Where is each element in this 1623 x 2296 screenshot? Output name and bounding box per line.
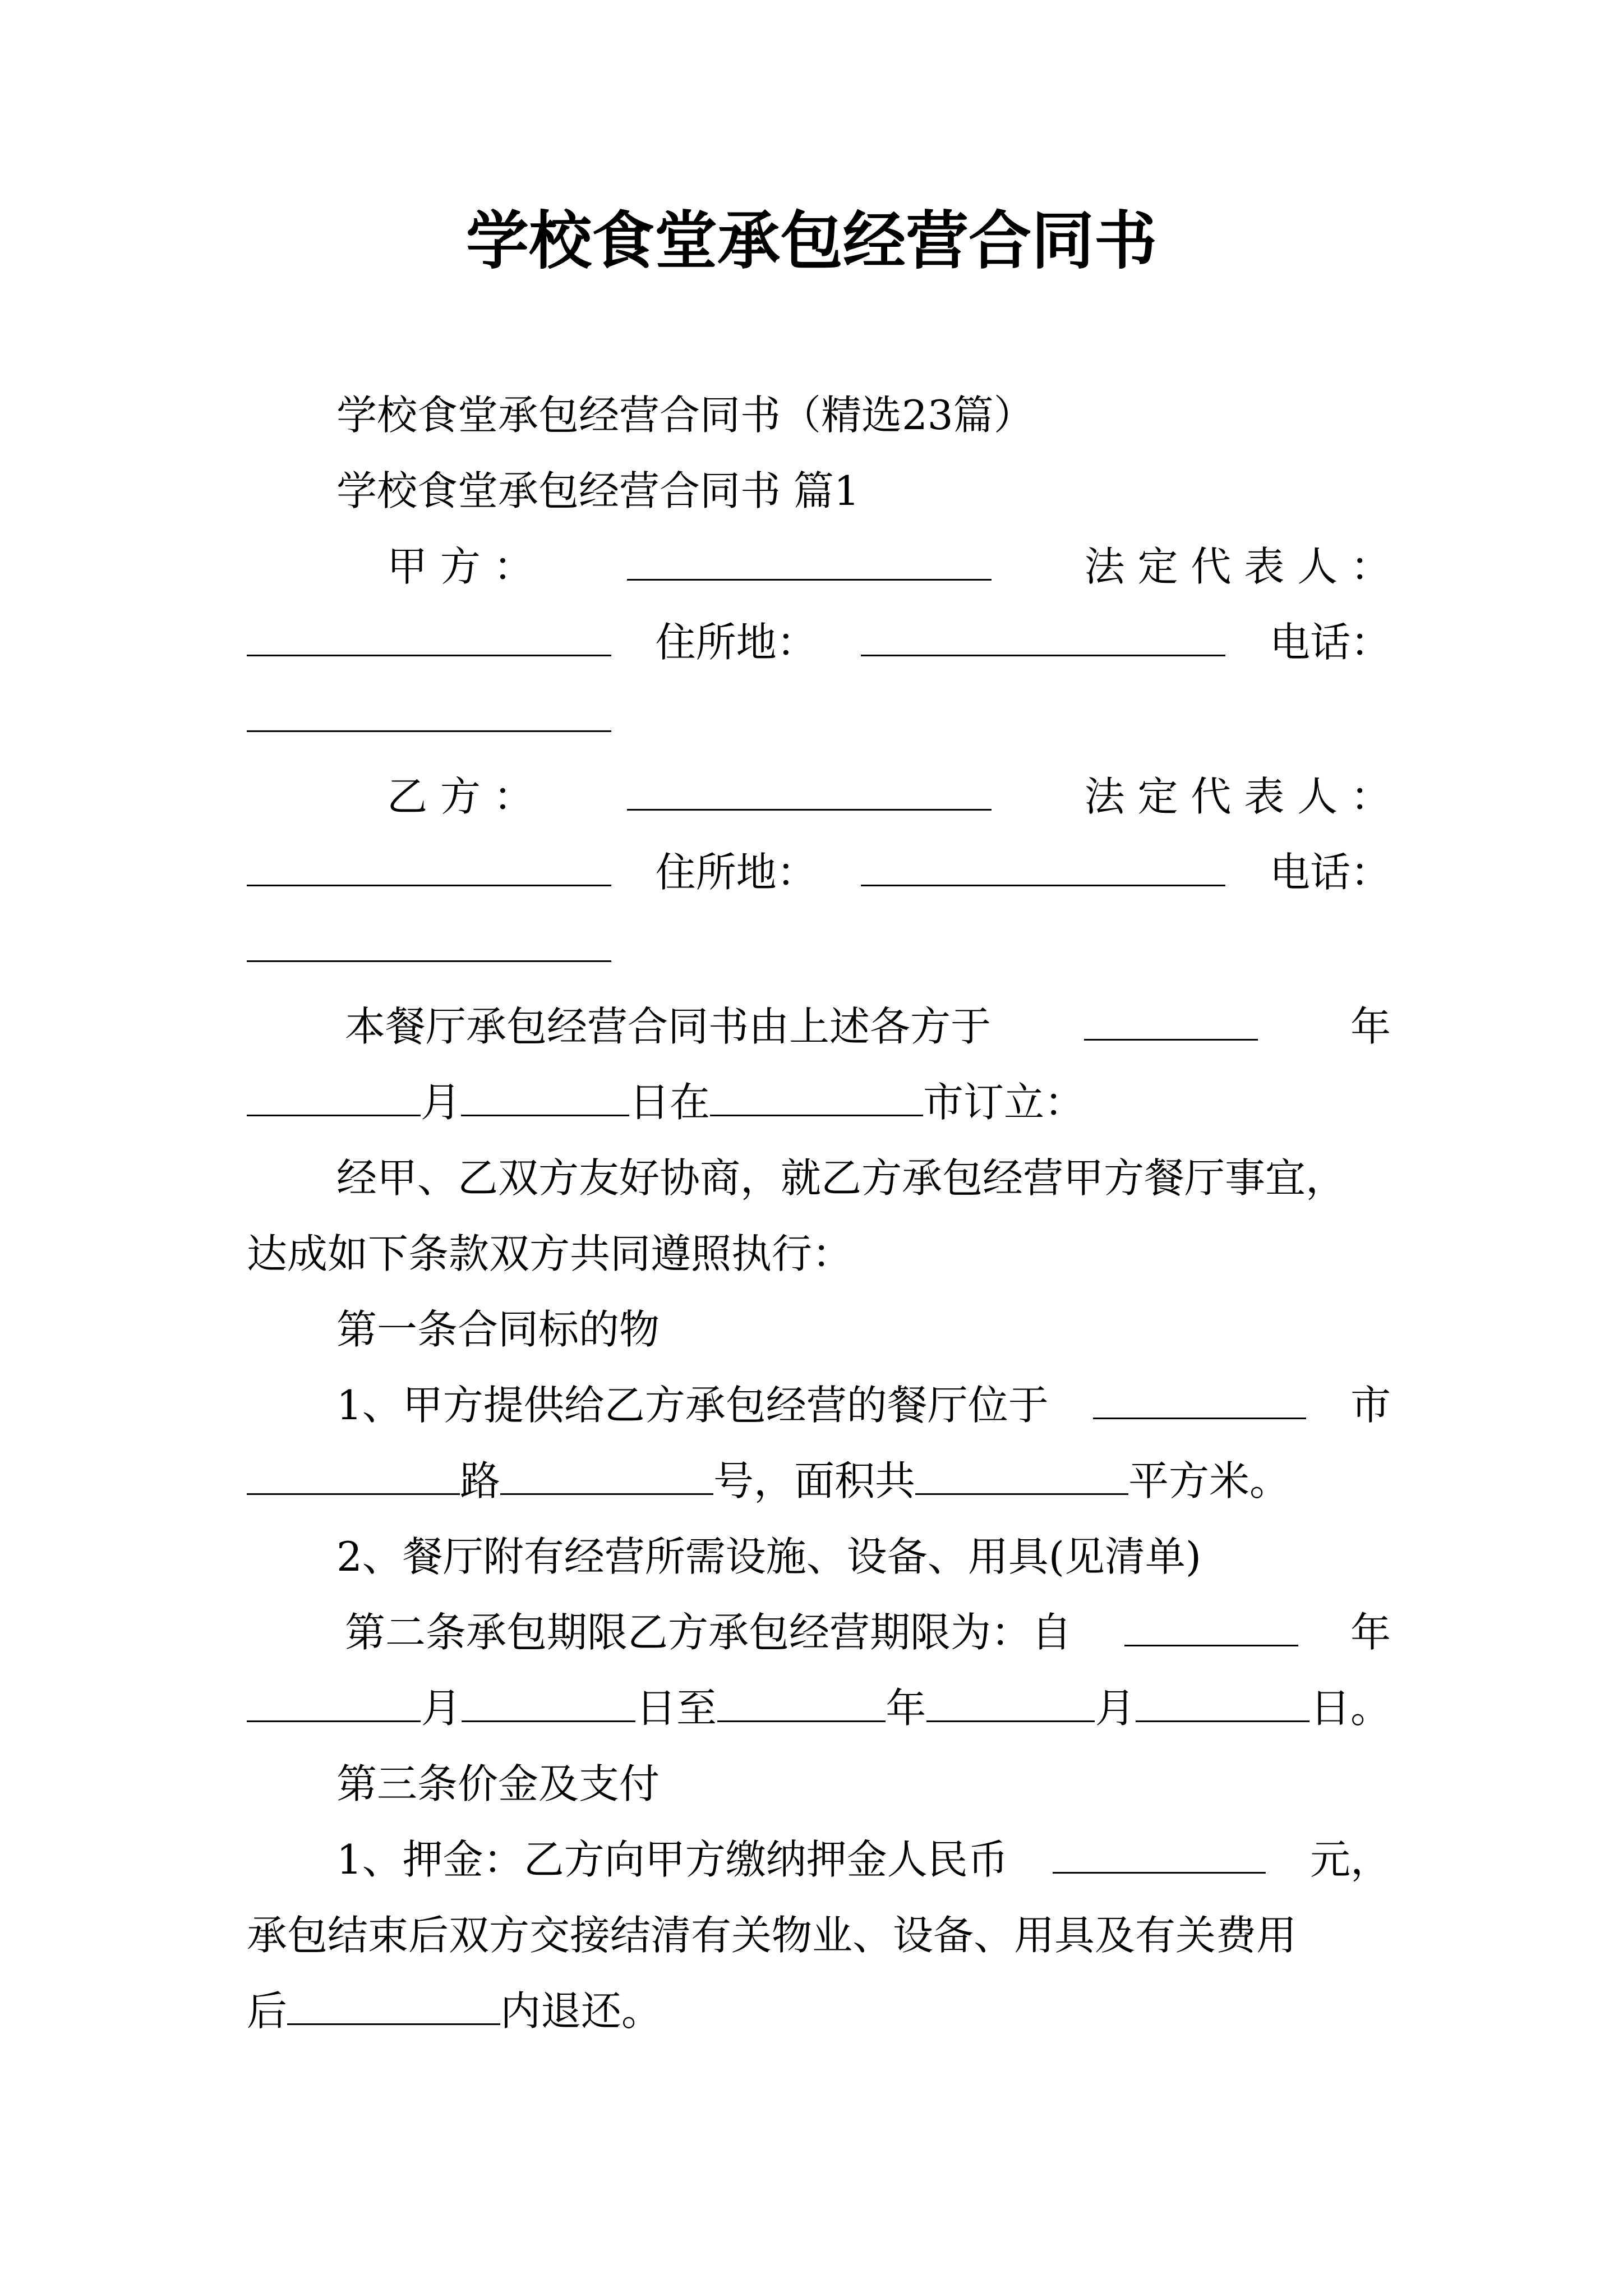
- section-heading: 学校食堂承包经营合同书 篇1: [336, 467, 860, 514]
- clause-line: [247, 1983, 1391, 2039]
- phone-blank-line: [247, 920, 1391, 976]
- address-label: 住所地：: [655, 849, 817, 896]
- clause-line: 2、餐厅附有经营所需设施、设备、用具(见清单): [336, 1533, 1201, 1580]
- article-text: 第二条承包期限乙方承包经营期限为：自: [345, 1609, 1072, 1656]
- paragraph-text: 本餐厅承包经营合同书由上述各方于: [345, 1003, 992, 1050]
- paragraph-line: [345, 999, 1391, 1055]
- month-label: 月: [1095, 1685, 1136, 1732]
- document-title: 学校食堂承包经营合同书: [466, 204, 1157, 278]
- subtitle: 学校食堂承包经营合同书（精选23篇）: [336, 392, 1034, 439]
- article-line: [247, 1680, 1391, 1736]
- after-label: 后: [247, 1987, 288, 2035]
- paragraph-line: [247, 1074, 1391, 1130]
- month-label: 月: [421, 1079, 462, 1126]
- article-heading: 第三条价金及支付: [336, 1760, 660, 1807]
- year-blank: [1124, 1605, 1298, 1646]
- party-a-contact-line: [247, 614, 1391, 670]
- year-label: 年: [1350, 1609, 1391, 1656]
- day-to-label: 日至: [635, 1685, 717, 1732]
- clause-line: 承包结束后双方交接结清有关物业、设备、用具及有关费用: [247, 1912, 1297, 1959]
- year-label: 年: [1350, 1003, 1391, 1050]
- party-b-rep-label: 法 定 代 表 人 ：: [1084, 773, 1391, 820]
- party-a-label: 甲 方 ：: [387, 543, 534, 590]
- day-blank: [461, 1075, 629, 1116]
- party-b-label: 乙 方 ：: [387, 773, 534, 820]
- year-label: 年: [886, 1685, 926, 1732]
- phone-blank: [247, 691, 611, 732]
- party-b-line: [387, 769, 1391, 825]
- year-blank: [1084, 1000, 1258, 1041]
- paragraph-line: 经甲、乙双方友好协商，就乙方承包经营甲方餐厅事宜，: [336, 1154, 1347, 1202]
- road-blank: [247, 1454, 460, 1495]
- year-blank: [717, 1681, 886, 1722]
- party-a-rep-label: 法 定 代 表 人 ：: [1084, 543, 1391, 590]
- party-a-line: [387, 539, 1391, 595]
- address-blank: [861, 615, 1225, 656]
- month-blank: [247, 1075, 421, 1116]
- number-blank: [500, 1454, 713, 1495]
- article-heading: 第一条合同标的物: [336, 1306, 660, 1353]
- road-label: 路: [460, 1457, 501, 1504]
- clause-line: [247, 1453, 1391, 1509]
- day-blank: [1136, 1681, 1310, 1722]
- clause-text: 1、押金：乙方向甲方缴纳押金人民币: [336, 1836, 1008, 1883]
- deposit-blank: [1053, 1833, 1266, 1874]
- number-area-label: 号，面积共: [713, 1457, 916, 1504]
- clause-line: [336, 1377, 1391, 1433]
- area-blank: [915, 1454, 1128, 1495]
- sqm-label: 平方米。: [1128, 1457, 1290, 1504]
- city-blank: [1093, 1378, 1306, 1419]
- phone-label: 电话：: [1269, 849, 1391, 896]
- party-a-blank: [627, 540, 992, 581]
- period-blank: [287, 1984, 500, 2025]
- city-signed-label: 市订立：: [923, 1079, 1085, 1126]
- clause-text: 1、甲方提供给乙方承包经营的餐厅位于: [336, 1382, 1049, 1429]
- month-blank: [247, 1681, 421, 1722]
- address-blank: [861, 845, 1225, 886]
- day-blank: [462, 1681, 635, 1722]
- phone-label: 电话：: [1269, 619, 1391, 666]
- day-end-label: 日。: [1310, 1685, 1391, 1732]
- paragraph-line: 达成如下条款双方共同遵照执行：: [247, 1230, 853, 1277]
- city-label: 市: [1350, 1382, 1391, 1429]
- clause-line: [336, 1832, 1391, 1888]
- party-b-contact-line: [247, 844, 1391, 900]
- phone-blank: [247, 921, 611, 962]
- rep-blank: [247, 845, 611, 886]
- rep-blank: [247, 615, 611, 656]
- yuan-label: 元，: [1310, 1836, 1391, 1883]
- month-blank: [926, 1681, 1095, 1722]
- day-in-label: 日在: [629, 1079, 711, 1126]
- city-blank: [710, 1075, 923, 1116]
- phone-blank-line: [247, 690, 1391, 746]
- party-b-blank: [627, 770, 992, 811]
- refund-label: 内退还。: [500, 1987, 662, 2035]
- month-label: 月: [421, 1685, 462, 1732]
- article-line: [345, 1604, 1391, 1660]
- address-label: 住所地：: [655, 619, 817, 666]
